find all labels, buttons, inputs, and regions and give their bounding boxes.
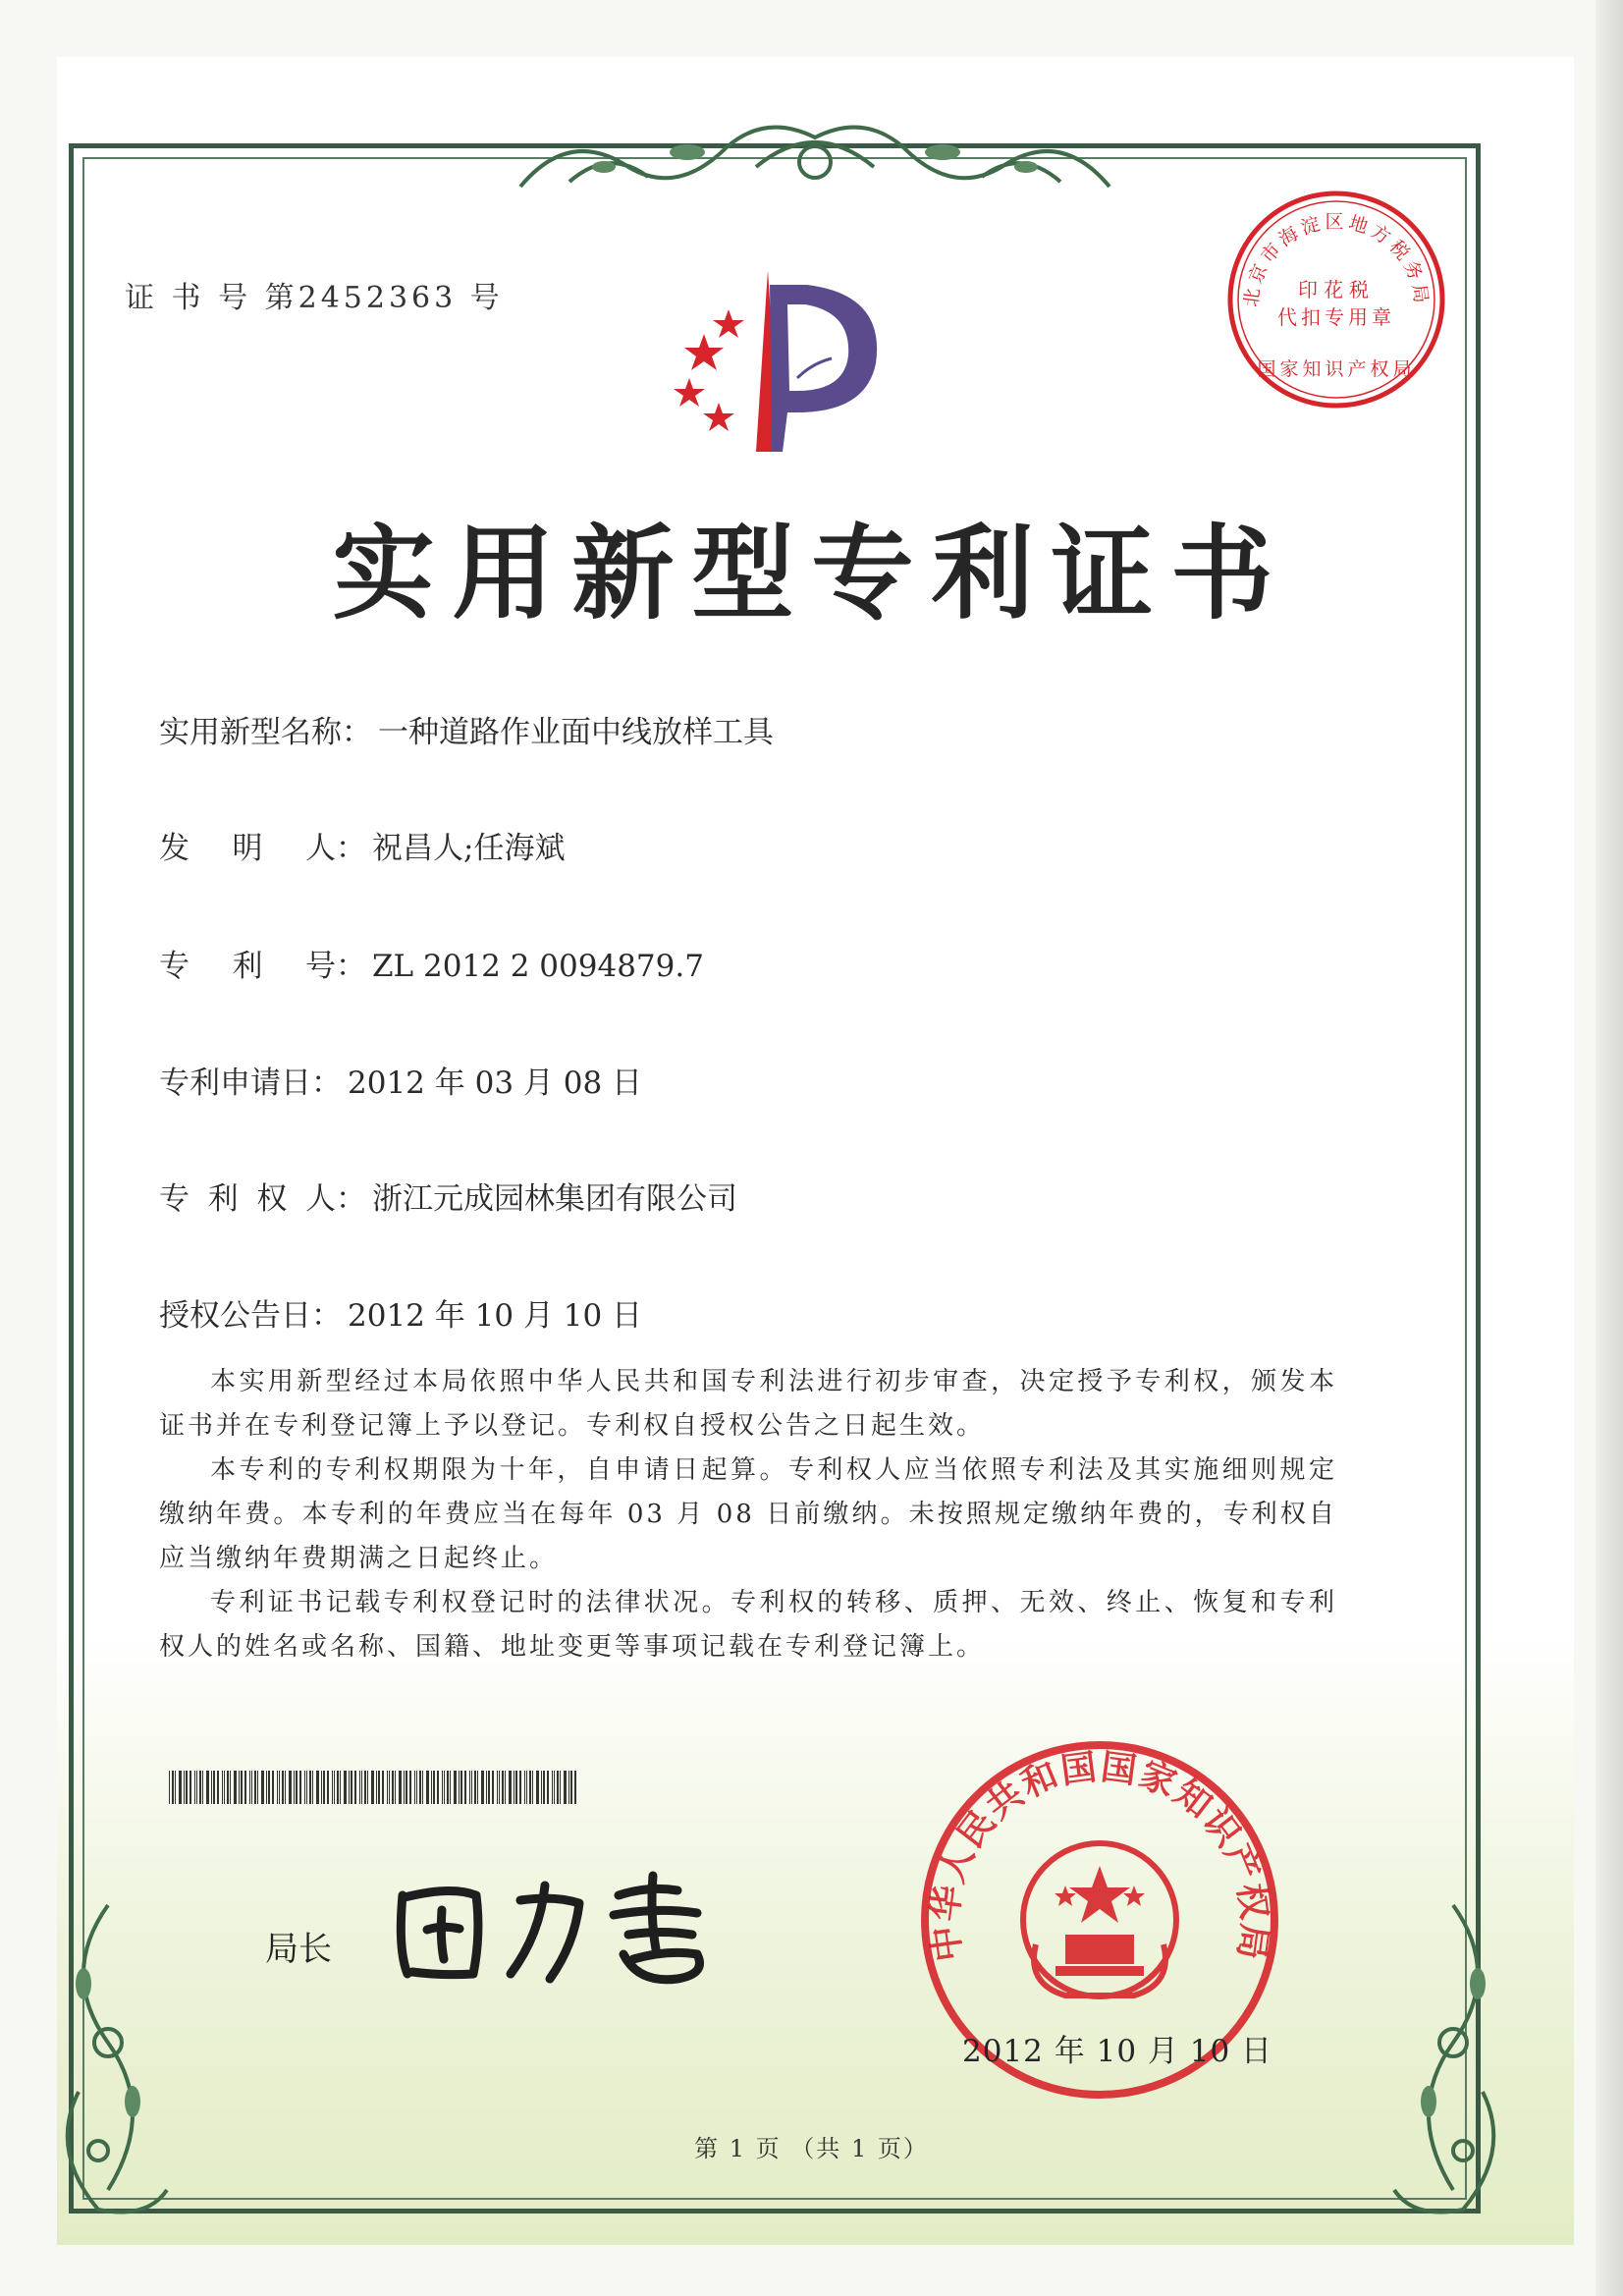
certificate-number-suffix: 号	[469, 281, 504, 315]
field-patentee: 专 利 权 人 ： 浙江元成园林集团有限公司	[159, 1174, 737, 1218]
sipo-logo	[650, 265, 895, 471]
certificate-number-label: 证 书 号 第	[125, 281, 298, 315]
seal-date: 2012 年 10 月 10 日	[962, 2034, 1273, 2069]
body-paragraph-3: 专利证书记载专利权登记时的法律状况。专利权的转移、质押、无效、终止、恢复和专利权人的姓名或名称、国籍、地址变更等事项记载在专利登记簿上。	[159, 1588, 1337, 1662]
field-value-grant-date: 2012 年 10 月 10 日	[348, 1298, 643, 1334]
field-value-patentee: 浙江元成园林集团有限公司	[372, 1181, 737, 1217]
certificate-title: 实用新型专利证书	[332, 513, 1291, 633]
field-label-patent-number: 专 利 号	[159, 949, 336, 984]
body-paragraph-1: 本实用新型经过本局依照中华人民共和国专利法进行初步审查，决定授予专利权，颁发本证书并在专利登记簿上予以登记。专利权自授权公告之日起生效。	[159, 1367, 1337, 1441]
bottom-right-ornament	[1384, 1895, 1522, 2219]
director-signature	[383, 1856, 736, 2003]
barcode	[169, 1771, 581, 1804]
director-label: 局长	[265, 1930, 332, 1969]
tax-seal-stamp	[1223, 187, 1449, 412]
bottom-left-ornament	[39, 1895, 177, 2219]
field-label-name: 实用新型名称	[159, 715, 342, 750]
certificate-body	[159, 1360, 1337, 1669]
svg-text:代扣专用章: 代扣专用章	[1277, 305, 1395, 329]
scan-edge	[1596, 0, 1623, 2296]
field-value-inventor: 祝昌人;任海斌	[372, 831, 566, 866]
field-patent-number: 专 利 号 ： ZL 2012 2 0094879.7	[159, 941, 704, 985]
field-value-patent-number: ZL 2012 2 0094879.7	[372, 949, 704, 984]
top-ornament	[511, 108, 1119, 206]
svg-text:中华人民共和国国家知识产权局: 中华人民共和国国家知识产权局	[925, 1747, 1274, 1964]
field-label-grant-date: 授权公告日	[159, 1298, 311, 1334]
page-number: 第 1 页 （共 1 页）	[694, 2135, 929, 2162]
field-label-inventor: 发 明 人	[159, 831, 336, 866]
field-label-patentee: 专 利 权 人	[159, 1181, 336, 1217]
field-application-date: 专利申请日： 2012 年 03 月 08 日	[159, 1058, 642, 1102]
field-value-name: 一种道路作业面中线放样工具	[378, 715, 774, 750]
field-label-application-date: 专利申请日	[159, 1066, 311, 1101]
svg-text:国家知识产权局: 国家知识产权局	[1257, 358, 1416, 380]
certificate-number	[125, 273, 504, 316]
svg-text:北京市海淀区地方税务局: 北京市海淀区地方税务局	[1240, 211, 1433, 308]
field-inventor: 发 明 人 ： 祝昌人;任海斌	[159, 823, 565, 867]
svg-text:印花税: 印花税	[1298, 278, 1375, 301]
body-paragraph-2: 本专利的专利权期限为十年，自申请日起算。专利权人应当依照专利法及其实施细则规定缴纳年费。本专利的年费应当在每年 03 月 08 日前缴纳。未按照规定缴纳年费的，专利权自应当缴纳年费期满之日起终止。	[159, 1455, 1337, 1573]
certificate-number-value: 2452363	[298, 281, 458, 315]
field-grant-date: 授权公告日： 2012 年 10 月 10 日	[159, 1290, 642, 1335]
field-utility-model-name: 实用新型名称： 一种道路作业面中线放样工具	[159, 707, 774, 751]
field-value-application-date: 2012 年 03 月 08 日	[348, 1066, 643, 1101]
